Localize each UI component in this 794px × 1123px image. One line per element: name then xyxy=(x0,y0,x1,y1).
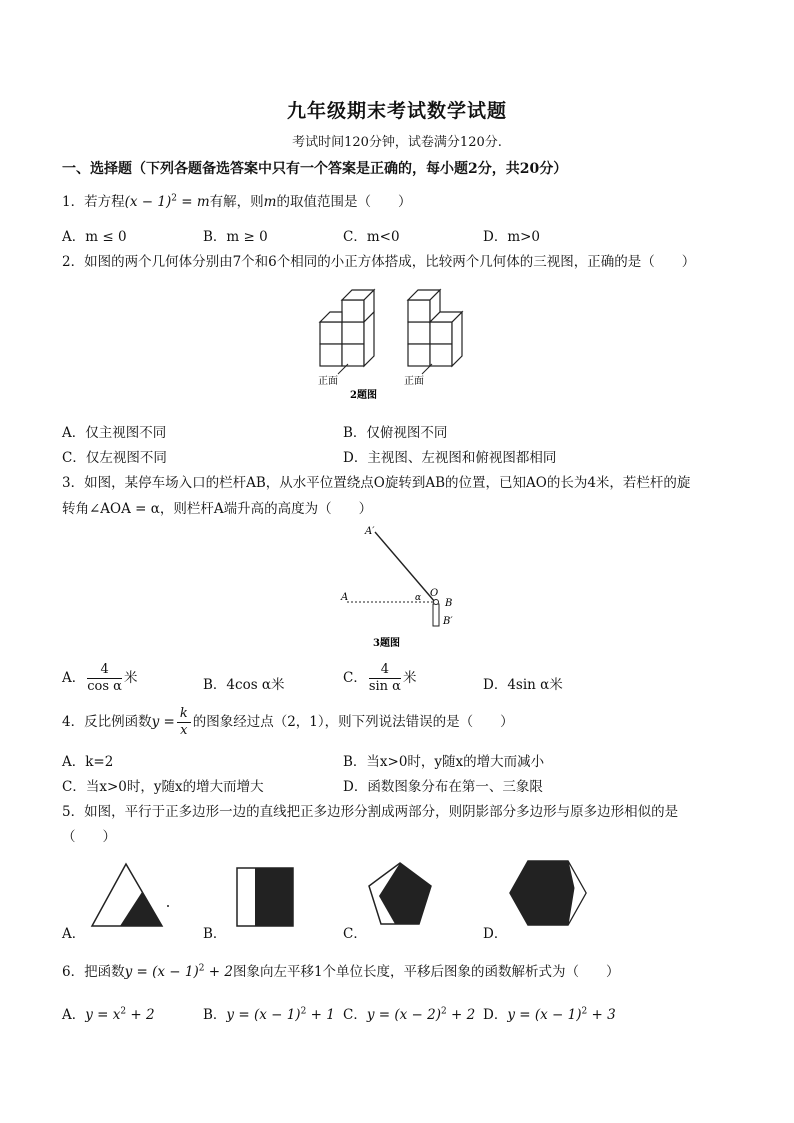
q5-option-b: B． xyxy=(203,926,227,942)
q6-option-d: D．$y = (x - 1)^2 + 3$ xyxy=(483,1006,616,1023)
question-6: 6．把函数$y = (x - 1)^2 + 2$图象向左平移1个单位长度，平移后图象的函数解析式为（ ） xyxy=(62,963,620,980)
q5-option-d: D． xyxy=(483,926,508,942)
q2-option-d: D．主视图、左视图和俯视图都相同 xyxy=(343,450,557,466)
svg-text:O: O xyxy=(430,588,439,599)
q2-figure-cubes xyxy=(312,282,482,402)
q3-option-b: B．4cos α米 xyxy=(203,677,285,693)
page-title: 九年级期末考试数学试题 xyxy=(286,100,507,122)
question-5-line-2: （ ） xyxy=(62,829,116,845)
q3-option-a: A． $\frac{4}{\text{cos α}}$ 米 xyxy=(62,662,138,694)
section-heading: 一、选择题（下列各题备选答案中只有一个答案是正确的，每小题2分，共20分） xyxy=(62,161,568,177)
q6-option-c: C．$y = (x - 2)^2 + 2$ xyxy=(343,1006,476,1023)
svg-text:A: A xyxy=(341,592,349,603)
q5-option-a: A． xyxy=(62,926,86,942)
q2-front-label-1: 正面 xyxy=(318,376,338,387)
q4-option-c: C．当x>0时，y随x的增大而增大 xyxy=(62,779,264,795)
q5-figure-d-hexagon xyxy=(508,858,588,928)
q3-fig-caption: 3题图 xyxy=(373,638,400,649)
q2-option-c: C．仅左视图不同 xyxy=(62,450,167,466)
q1-option-a: A．m ≤ 0 xyxy=(62,229,127,245)
svg-text:A′: A′ xyxy=(365,526,375,537)
question-2: 2．如图的两个几何体分别由7个和6个相同的小正方体搭成，比较两个几何体的三视图，正确的是（ ） xyxy=(62,254,696,270)
question-3-line-1: 3．如图，某停车场入口的栏杆AB，从水平位置绕点O旋转到AB的位置，已知AO的长为4米，若栏杆的旋 xyxy=(62,475,691,491)
question-4: 4．反比例函数y = $\frac{k}{x}$ 的图象经过点（2，1），则下列说法错误的是（ ） xyxy=(62,706,514,738)
q5-figure-a-triangle xyxy=(88,860,173,930)
q3-figure-barrier xyxy=(335,520,475,650)
question-3-line-2: 转角∠AOA = α，则栏杆A端升高的高度为（ ） xyxy=(62,501,373,517)
q1-option-c: C．m<0 xyxy=(343,229,400,245)
svg-text:α: α xyxy=(415,593,422,603)
exam-info: 考试时间120分钟，试卷满分120分. xyxy=(292,135,502,150)
q2-option-b: B．仅俯视图不同 xyxy=(343,425,448,441)
svg-text:B: B xyxy=(445,598,453,609)
q2-fig-caption: 2题图 xyxy=(350,390,377,401)
q3-option-c: C． $\frac{4}{\text{sin α}}$ 米 xyxy=(343,662,417,694)
q2-option-a: A．仅主视图不同 xyxy=(62,425,167,441)
q4-option-b: B．当x>0时，y随x的增大而减小 xyxy=(343,754,545,770)
question-5-line-1: 5．如图，平行于正多边形一边的直线把正多边形分割成两部分，则阴影部分多边形与原多边形相似的是 xyxy=(62,804,679,820)
q5-option-c: C． xyxy=(343,926,367,942)
q2-front-label-2: 正面 xyxy=(404,376,424,387)
q4-option-a: A．k=2 xyxy=(62,754,114,770)
svg-text:B′: B′ xyxy=(443,616,453,627)
question-1: 1．若方程$(x - 1)^2 = m$有解，则m的取值范围是（ ） xyxy=(62,193,412,210)
q3-option-d: D．4sin α米 xyxy=(483,677,563,693)
q6-option-b: B．$y = (x - 1)^2 + 1$ xyxy=(203,1006,335,1023)
q1-option-d: D．m>0 xyxy=(483,229,541,245)
q5-figure-b-square xyxy=(235,866,295,930)
q4-option-d: D．函数图象分布在第一、三象限 xyxy=(343,779,543,795)
q6-option-a: A．$y = x^2 + 2$ xyxy=(62,1006,155,1023)
q5-figure-c-pentagon xyxy=(365,860,435,930)
q1-option-b: B．m ≥ 0 xyxy=(203,229,268,245)
